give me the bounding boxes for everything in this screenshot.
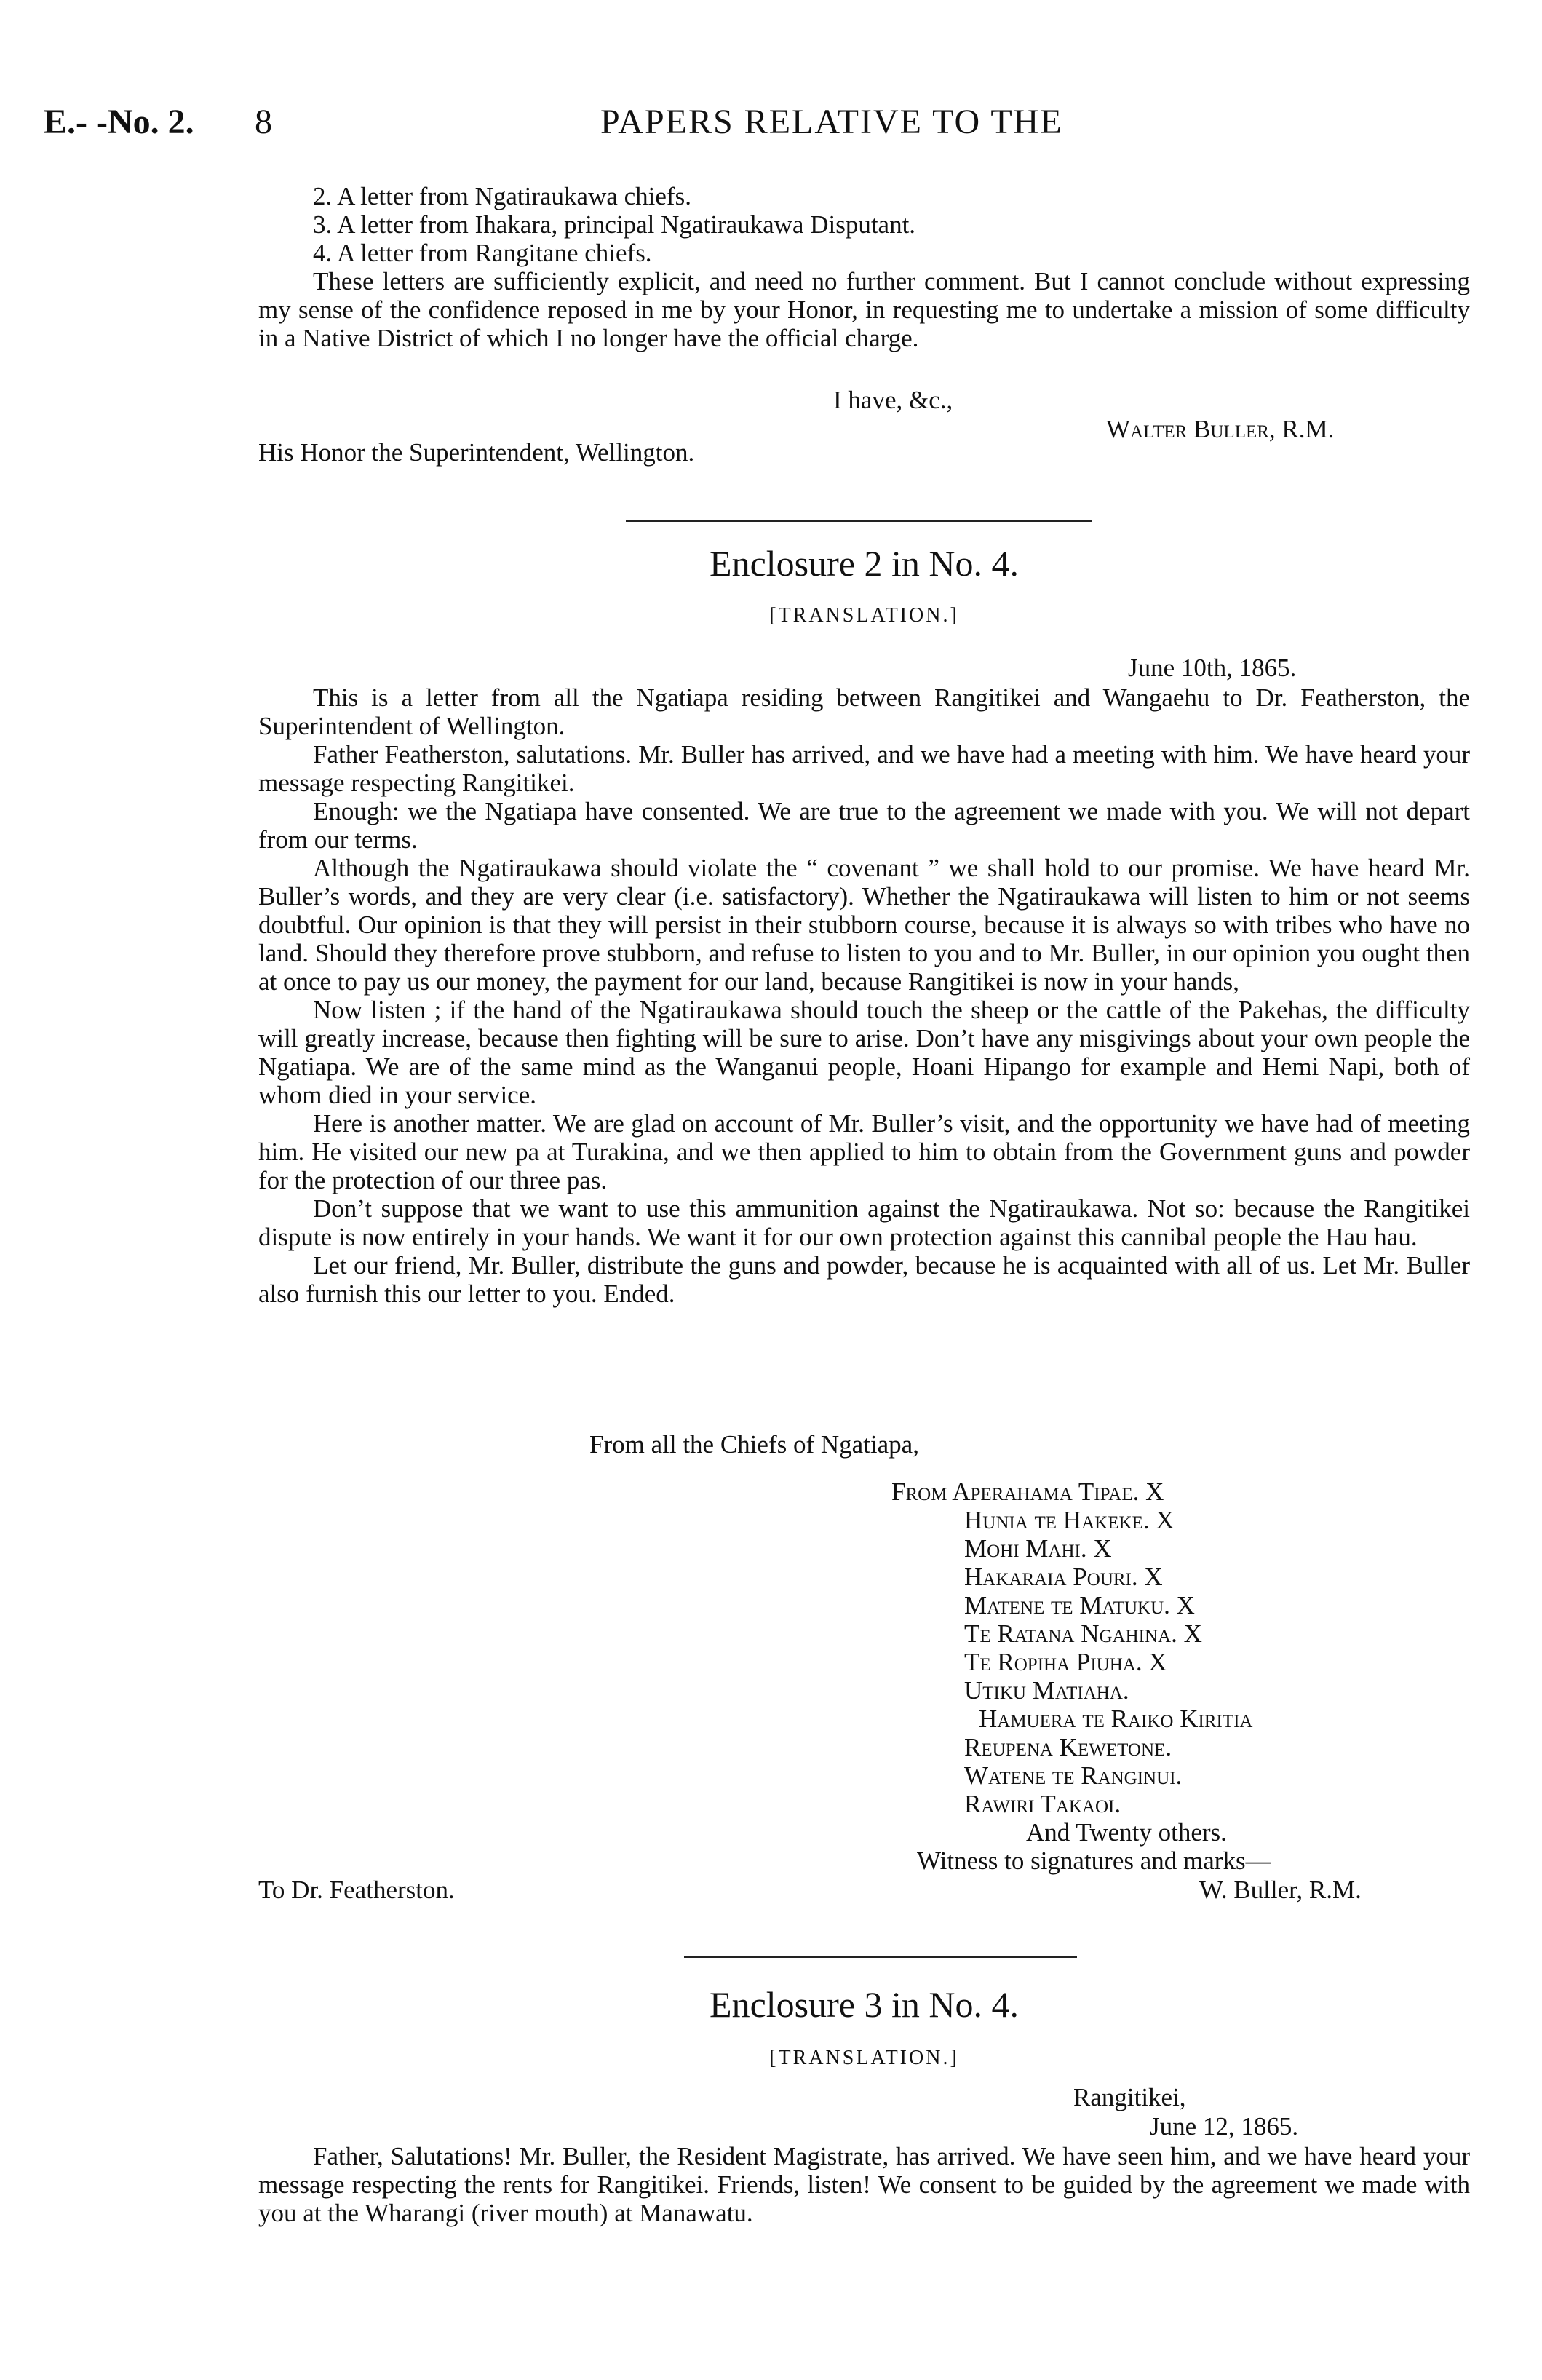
signatory: Hakaraia Pouri. X <box>964 1563 1163 1591</box>
signatory: Te Ropiha Piuha. X <box>964 1648 1167 1676</box>
letter-paragraph: Now listen ; if the hand of the Ngatiraukawa should touch the sheep or the cattle of the Pakehas, the difficulty will greatly increase, because then fighting will be sure to arise. Don’t have any misgivings about your own people the Ngatiapa. We are of the same mind as the Wanganui people, Hoani Hipango for example and Hemi Napi, both of whom died in your service. <box>258 996 1470 1109</box>
signatory: Mohi Mahi. X <box>964 1534 1112 1563</box>
running-title: PAPERS RELATIVE TO THE <box>600 103 1063 141</box>
letter-paragraph: Enough: we the Ngatiapa have consented. We are true to the agreement we made with you. We will not depart from our terms. <box>258 797 1470 854</box>
page-header <box>44 102 1499 153</box>
letter-paragraph: This is a letter from all the Ngatiapa residing between Rangitikei and Wangaehu to Dr. Featherston, the Superintendent of Wellington. <box>258 683 1470 740</box>
letter-place: Rangitikei, <box>1073 2083 1186 2111</box>
document-reference: E.- -No. 2. <box>44 103 194 141</box>
enclosure-3-body <box>258 2142 1470 2227</box>
signatory: From Aperahama Tipae. X <box>891 1477 1164 1506</box>
list-item: 4. A letter from Rangitane chiefs. <box>313 239 652 267</box>
letter-paragraph: Here is another matter. We are glad on account of Mr. Buller’s visit, and the opportunity we have had of meeting him. He visited our new pa at Turakina, and we then applied to him to obtain from the Government guns and powder for the protection of our three pas. <box>258 1109 1470 1194</box>
signatory: Te Ratana Ngahina. X <box>964 1619 1202 1648</box>
enclosure-2-body <box>258 683 1470 1308</box>
enclosure-2-title: Enclosure 2 in No. 4. <box>710 543 1019 584</box>
letter-paragraph: Let our friend, Mr. Buller, distribute the guns and powder, because he is acquainted with all of us. Let Mr. Buller also furnish this our letter to you. Ended. <box>258 1251 1470 1308</box>
witness-line: Witness to signatures and marks— <box>917 1847 1271 1875</box>
translation-label: [TRANSLATION.] <box>769 2047 959 2069</box>
section-divider <box>684 1956 1077 1958</box>
signatory: Watene te Ranginui. <box>964 1761 1183 1790</box>
letter-date: June 12, 1865. <box>1150 2112 1299 2141</box>
recipient-line: To Dr. Featherston. <box>258 1876 455 1904</box>
others-note: And Twenty others. <box>1026 1818 1227 1847</box>
closing-formula: I have, &c., <box>833 386 953 414</box>
signatory: Utiku Matiaha. <box>964 1676 1129 1705</box>
signatory: Matene te Matuku. X <box>964 1591 1195 1619</box>
signatory: Hamuera te Raiko Kiritia <box>979 1705 1253 1733</box>
list-item: 2. A letter from Ngatiraukawa chiefs. <box>313 182 691 210</box>
translation-label: [TRANSLATION.] <box>769 604 959 627</box>
signature-walter-buller: Walter Buller, R.M. <box>1106 415 1335 443</box>
addressee: His Honor the Superintendent, Wellington. <box>258 438 695 467</box>
letter-paragraph: Father, Salutations! Mr. Buller, the Resident Magistrate, has arrived. We have seen him, and we have heard your message respecting the rents for Rangitikei. Friends, listen! We consent to be guided by the agreement we made with you at the Wharangi (river mouth) at Manawatu. <box>258 2142 1470 2227</box>
enclosure-3-title: Enclosure 3 in No. 4. <box>710 1984 1019 2025</box>
letter-paragraph: Don’t suppose that we want to use this ammunition against the Ngatiraukawa. Not so: because the Rangitikei dispute is now entirely in your hands. We want it for our own protection against this cannibal people the Hau hau. <box>258 1194 1470 1251</box>
letter-paragraph: Although the Ngatiraukawa should violate the “ covenant ” we shall hold to our promise. We have heard Mr. Buller’s words, and they are very clear (i.e. satisfactory). Whether the Ngatiraukawa will listen to him or not seems doubtful. Our opinion is that they will persist in their stubborn course, because it is always so with tribes who have no land. Should they therefore prove stubborn, and refuse to listen to you and to Mr. Buller, in our opinion you ought then at once to pay us our money, the payment for our land, because Rangitikei is now in your hands, <box>258 854 1470 996</box>
letter-date: June 10th, 1865. <box>1128 654 1297 682</box>
letter-paragraph: Father Featherston, salutations. Mr. Buller has arrived, and we have had a meeting with him. We have heard your message respecting Rangitikei. <box>258 740 1470 797</box>
section-divider <box>626 520 1092 522</box>
page-number: 8 <box>255 103 272 141</box>
witness-name: W. Buller, R.M. <box>1199 1876 1362 1904</box>
closing-paragraph: These letters are sufficiently explicit, and need no further comment. But I cannot conclude without expressing my sense of the confidence reposed in me by your Honor, in requesting me to undertake a mission of some difficulty in a Native District of which I no longer have the official charge. <box>258 267 1470 352</box>
from-line: From all the Chiefs of Ngatiapa, <box>589 1430 919 1459</box>
top-section <box>258 182 1470 352</box>
signatory: Reupena Kewetone. <box>964 1733 1172 1761</box>
signatory-list <box>891 1477 1271 1875</box>
signatory: Hunia te Hakeke. X <box>964 1506 1175 1534</box>
signatory: Rawiri Takaoi. <box>964 1790 1121 1818</box>
list-item: 3. A letter from Ihakara, principal Ngatiraukawa Disputant. <box>313 210 916 239</box>
